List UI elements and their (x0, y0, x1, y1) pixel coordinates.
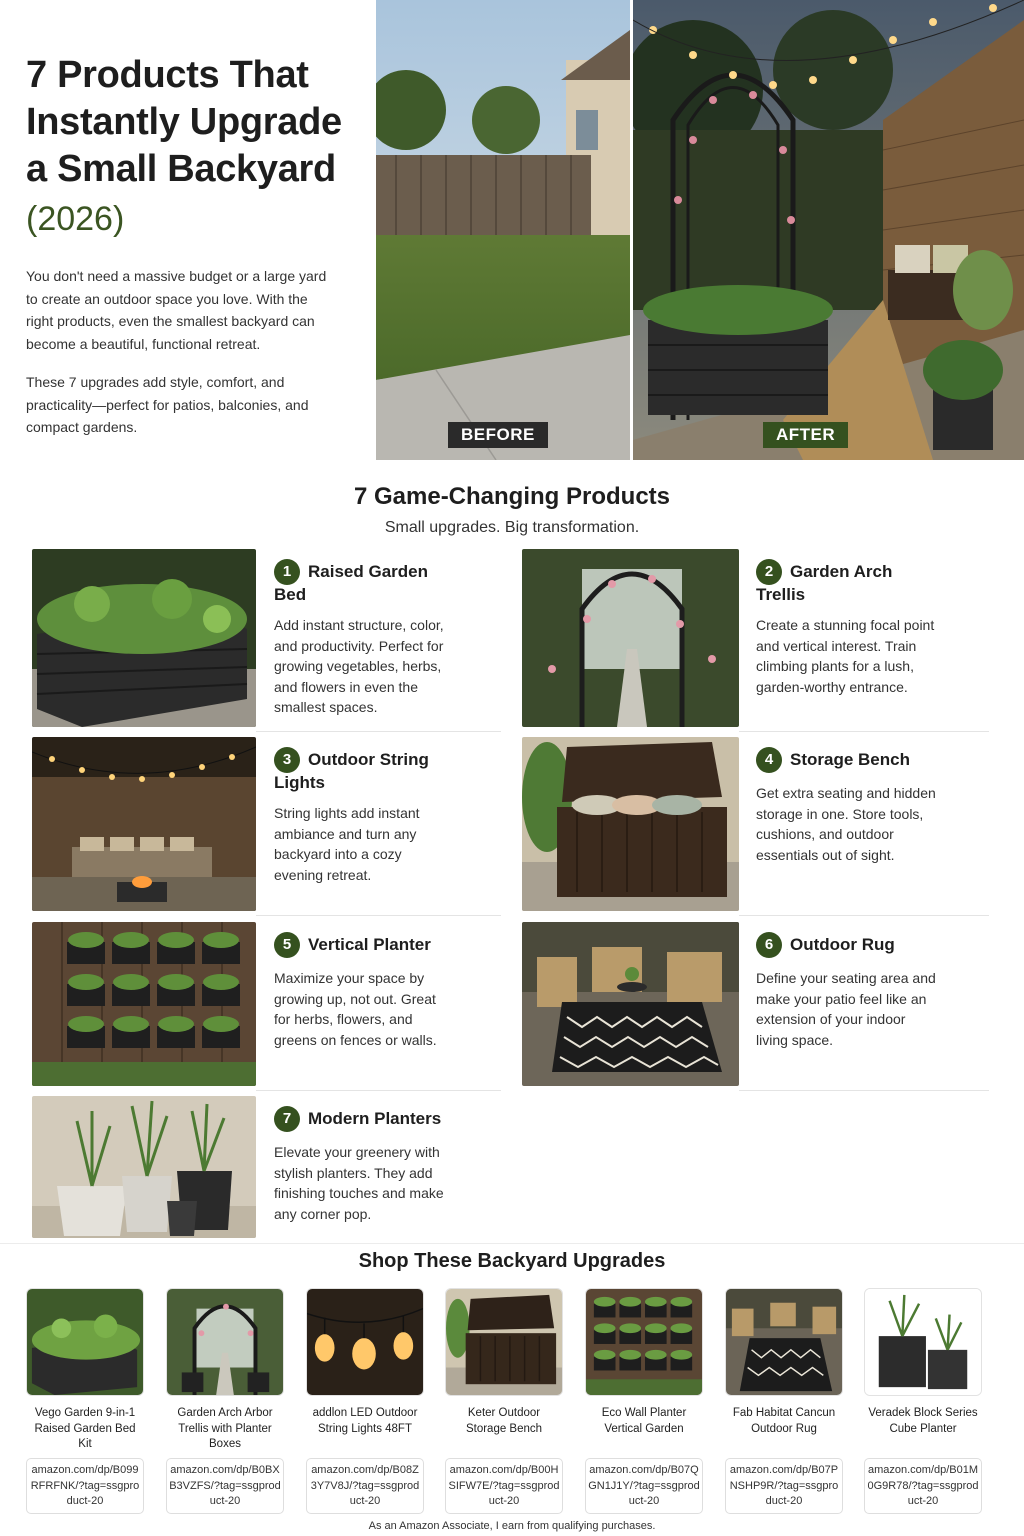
product-title: Raised Garden Bed (274, 562, 428, 604)
affiliate-disclaimer: As an Amazon Associate, I earn from qualifying purchases. (368, 1520, 656, 1532)
product-number: 2 (756, 559, 782, 585)
shop-item-1[interactable] (26, 1288, 144, 1514)
product-description: String lights add instant ambiance and turn any backyard into a cozy evening retreat. (274, 805, 420, 883)
shop-image[interactable] (585, 1288, 703, 1396)
product-title: Outdoor String Lights (274, 750, 429, 792)
shop-image[interactable] (725, 1288, 843, 1396)
product-image-vertical-planter (32, 922, 256, 1086)
product-image-outdoor-rug (522, 922, 739, 1086)
after-photo (633, 0, 1024, 460)
shop-item-6[interactable] (725, 1288, 843, 1514)
product-title: Outdoor Rug (790, 935, 895, 954)
shop-item-link[interactable]: amazon.com/dp/B07QGN1J1Y/?tag=ssgproduct-20 (585, 1458, 703, 1514)
product-number: 3 (274, 747, 300, 773)
shop-item-link[interactable]: amazon.com/dp/B07PNSHP9R/?tag=ssgproduct-20 (725, 1458, 843, 1514)
product-number: 1 (274, 559, 300, 585)
shop-image[interactable] (26, 1288, 144, 1396)
product-title: Vertical Planter (308, 935, 431, 954)
product-description: Define your seating area and make your patio feel like an extension of your indoor living space. (756, 970, 936, 1048)
shop-item-link[interactable]: amazon.com/dp/B0BXB3VZFS/?tag=ssgproduct-20 (166, 1458, 284, 1514)
product-title: Storage Bench (790, 750, 910, 769)
hero-year: (2026) (26, 200, 125, 238)
product-image-outdoor-string-lights (32, 737, 256, 911)
product-description: Maximize your space by growing up, not out. Great for herbs, flowers, and greens on fences or walls. (274, 970, 437, 1048)
product-number: 7 (274, 1106, 300, 1132)
divider (256, 915, 501, 916)
product-image-garden-arch-trellis (522, 549, 739, 727)
shop-item-link[interactable]: amazon.com/dp/B00HSIFW7E/?tag=ssgproduct-20 (445, 1458, 563, 1514)
shop-item-3[interactable] (306, 1288, 424, 1514)
shop-item-name: Fab Habitat Cancun Outdoor Rug (732, 1407, 836, 1435)
after-label: AFTER (763, 422, 848, 448)
divider (256, 731, 501, 732)
hero-paragraph-2: These 7 upgrades add style, comfort, and practicality—perfect for patios, balconies, and compact gardens. (26, 374, 309, 435)
shop-image[interactable] (864, 1288, 982, 1396)
shop-item-7[interactable] (864, 1288, 982, 1514)
shop-item-2[interactable] (166, 1288, 284, 1514)
product-description: Elevate your greenery with stylish planters. They add finishing touches and make any corner pop. (274, 1144, 444, 1222)
hero-section (0, 0, 1024, 460)
shop-item-name: Veradek Block Series Cube Planter (868, 1407, 978, 1435)
shop-item-name: Vego Garden 9-in-1 Raised Garden Bed Kit (34, 1407, 136, 1450)
hero-text (26, 52, 356, 439)
shop-item-5[interactable] (585, 1288, 703, 1514)
product-image-modern-planters (32, 1096, 256, 1238)
shop-image[interactable] (306, 1288, 424, 1396)
shop-image[interactable] (445, 1288, 563, 1396)
shop-section-title: Shop These Backyard Upgrades (358, 1250, 666, 1272)
product-image-storage-bench (522, 737, 739, 911)
hero-paragraph-1: You don't need a massive budget or a large yard to create an outdoor space you love. With the right products, even the smallest backyard can become a beautiful, functional retreat. (26, 268, 327, 352)
shop-image[interactable] (166, 1288, 284, 1396)
shop-item-link[interactable]: amazon.com/dp/B099RFRFNK/?tag=ssgproduct-20 (26, 1458, 144, 1514)
shop-item-name: Garden Arch Arbor Trellis with Planter Boxes (177, 1407, 273, 1450)
shop-item-link[interactable]: amazon.com/dp/B08Z3Y7V8J/?tag=ssgproduct-20 (306, 1458, 424, 1514)
divider (739, 1090, 989, 1091)
product-title: Modern Planters (308, 1109, 442, 1128)
products-section-subtitle: Small upgrades. Big transformation. (384, 519, 640, 536)
product-description: Create a stunning focal point and vertical interest. Train climbing plants for a lush, garden-worthy entrance. (756, 617, 935, 695)
divider (256, 1090, 501, 1091)
shop-item-name: addlon LED Outdoor String Lights 48FT (312, 1407, 418, 1435)
products-section-title: 7 Game-Changing Products (353, 483, 671, 510)
product-image-raised-garden-bed (32, 549, 256, 727)
before-label: BEFORE (448, 422, 548, 448)
shop-item-name: Eco Wall Planter Vertical Garden (601, 1407, 687, 1435)
product-number: 5 (274, 932, 300, 958)
shop-item-name: Keter Outdoor Storage Bench (465, 1407, 543, 1435)
product-title: Garden Arch Trellis (756, 562, 893, 604)
product-number: 6 (756, 932, 782, 958)
before-photo (376, 0, 630, 460)
shop-item-link[interactable]: amazon.com/dp/B01M0G9R78/?tag=ssgproduct-20 (864, 1458, 982, 1514)
divider (0, 1243, 1024, 1244)
divider (739, 731, 989, 732)
hero-title: 7 Products That Instantly Upgrade a Small Backyard (26, 54, 342, 190)
product-number: 4 (756, 747, 782, 773)
divider (739, 915, 989, 916)
product-description: Get extra seating and hidden storage in one. Store tools, cushions, and outdoor essentials out of sight. (756, 785, 936, 863)
product-description: Add instant structure, color, and productivity. Perfect for growing vegetables, herbs, and flowers in even the smallest spaces. (274, 617, 444, 716)
shop-item-4[interactable] (445, 1288, 563, 1514)
